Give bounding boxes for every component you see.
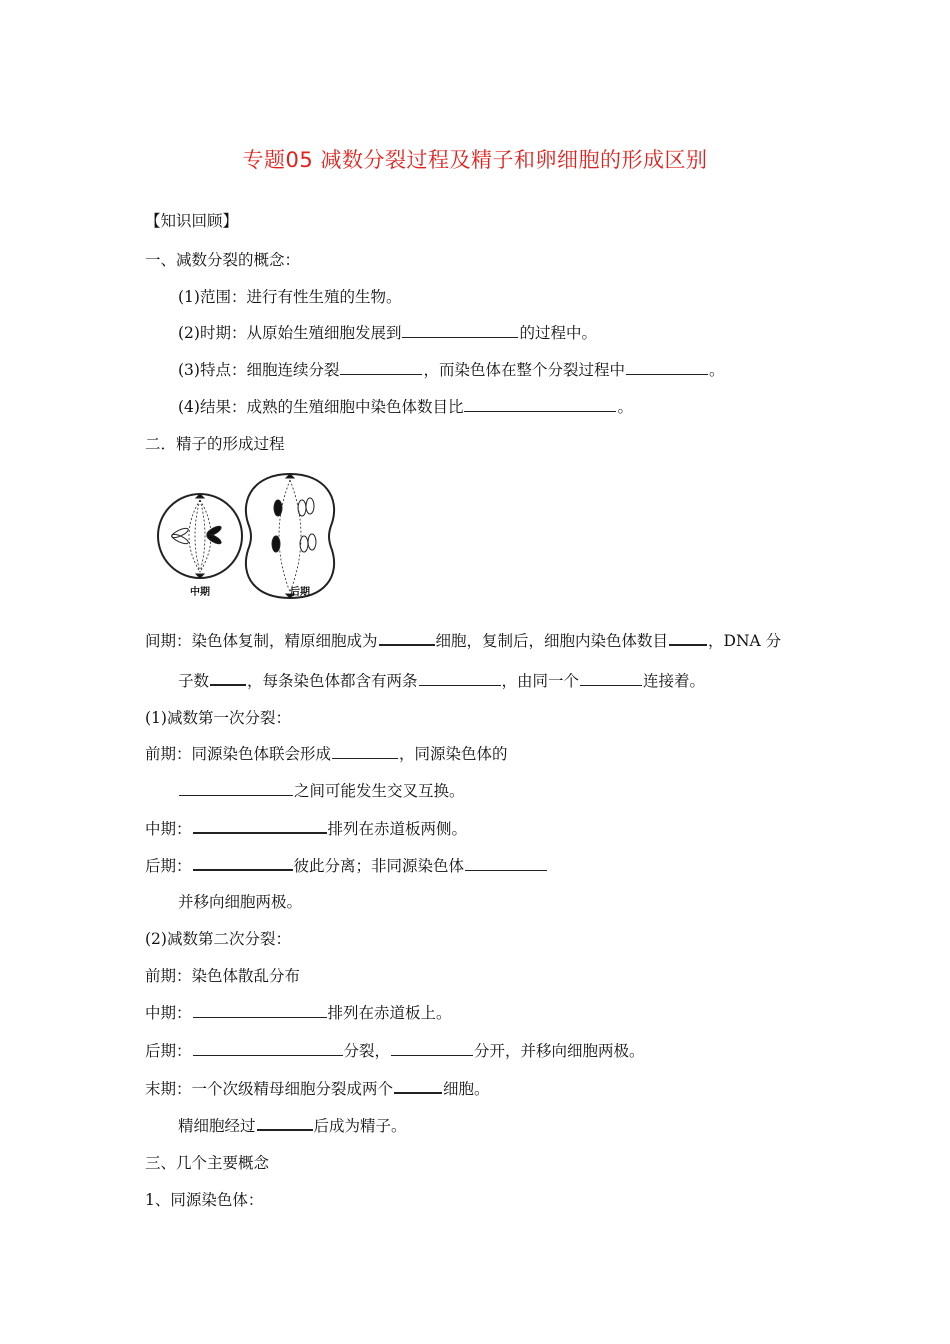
s2-inter2-text-b: ，每条染色体都含有两条: [247, 672, 418, 690]
meiosis2-heading: (2)减数第二次分裂：: [145, 930, 291, 948]
answer-blank[interactable]: [332, 744, 398, 759]
answer-blank[interactable]: [464, 397, 616, 412]
page-title: 专题05 减数分裂过程及精子和卵细胞的形成区别: [242, 148, 708, 172]
answer-blank[interactable]: [257, 1115, 313, 1131]
m1-pro-text-a: 前期：同源染色体联会形成: [145, 745, 332, 763]
answer-blank[interactable]: [193, 1041, 343, 1056]
m1-ana-text-b: 彼此分离；非同源染色体: [293, 857, 465, 875]
section1-heading: 一、减数分裂的概念：: [145, 251, 301, 269]
answer-blank[interactable]: [402, 323, 518, 338]
section3-heading: 三、几个主要概念: [145, 1154, 270, 1172]
m1-prophase: [145, 744, 508, 764]
s2-inter2-text-c: ，由同一个: [501, 672, 580, 690]
m2-telo-text-a: 末期：一个次级精母细胞分裂成两个: [145, 1080, 394, 1098]
answer-blank[interactable]: [379, 630, 435, 646]
m1-meta-text-b: 排列在赤道板两侧。: [327, 820, 468, 838]
m2-ana-text-a: 后期：: [145, 1042, 192, 1060]
s2-interphase-cont: [178, 670, 705, 691]
m2-metaphase: [145, 1003, 452, 1023]
section2-heading: 二．精子的形成过程: [145, 435, 285, 453]
figure-label-anaphase: 后期: [290, 587, 310, 598]
s2-inter2-text-d: 连接着。: [643, 672, 706, 690]
answer-blank[interactable]: [669, 630, 707, 646]
s1-time-text-a: (2)时期：从原始生殖细胞发展到: [178, 324, 402, 342]
answer-blank[interactable]: [340, 360, 422, 375]
answer-blank[interactable]: [419, 671, 501, 686]
answer-blank[interactable]: [210, 670, 246, 686]
answer-blank[interactable]: [193, 855, 293, 871]
meiosis1-heading: (1)减数第一次分裂：: [145, 709, 291, 727]
s2-inter-text-c: ，DNA 分: [708, 632, 782, 650]
m1-pro2-text: 之间可能发生交叉互换。: [294, 782, 465, 800]
meiosis-figure: [150, 468, 350, 603]
s1-result: [178, 397, 633, 417]
m2-ana-text-c: 分开，并移向细胞两极。: [474, 1042, 645, 1060]
s1-time: [178, 323, 597, 343]
metaphase-cell: [158, 494, 242, 578]
anaphase-cell: [246, 474, 334, 598]
section-review-label: 【知识回顾】: [145, 212, 239, 230]
m2-ana-text-b: 分裂，: [343, 1042, 391, 1060]
s2-inter2-text-a: 子数: [178, 672, 210, 690]
s1-result-text-b: 。: [617, 398, 633, 416]
s1-time-text-b: 的过程中。: [519, 324, 597, 342]
answer-blank[interactable]: [465, 856, 547, 871]
m2-meta-text-a: 中期：: [145, 1004, 192, 1022]
m2-telo-text-b: 细胞。: [443, 1080, 490, 1098]
answer-blank[interactable]: [193, 818, 327, 834]
m1-metaphase: [145, 818, 467, 839]
m2-prophase: 前期：染色体散乱分布: [145, 967, 301, 985]
s1-result-text-a: (4)结果：成熟的生殖细胞中染色体数目比: [178, 398, 464, 416]
s2-inter-text-b: 细胞，复制后，细胞内染色体数目: [435, 632, 669, 650]
s3-item1: 1、同源染色体：: [145, 1191, 264, 1209]
s1-feature-text-a: (3)特点：细胞连续分裂: [178, 361, 340, 379]
m2-anaphase: [145, 1041, 645, 1061]
m1-meta-text-a: 中期：: [145, 820, 192, 838]
m1-anaphase-cont: 并移向细胞两极。: [178, 893, 303, 911]
sperm-text-a: 精细胞经过: [178, 1117, 256, 1135]
sperm-text-b: 后成为精子。: [313, 1117, 407, 1135]
m1-prophase-cont: [178, 781, 465, 801]
s1-feature-text-c: 。: [708, 361, 725, 379]
answer-blank[interactable]: [580, 671, 642, 686]
sperm-formation: [178, 1115, 407, 1136]
m2-telophase: [145, 1078, 490, 1099]
s1-range: (1)范围：进行有性生殖的生物。: [178, 288, 402, 306]
figure-label-metaphase: 中期: [190, 587, 210, 598]
m1-pro-text-b: ，同源染色体的: [399, 745, 508, 763]
answer-blank[interactable]: [391, 1041, 473, 1056]
s2-interphase: [145, 630, 781, 651]
answer-blank[interactable]: [193, 1003, 327, 1018]
s2-inter-text-a: 间期：染色体复制，精原细胞成为: [145, 632, 378, 650]
m2-meta-text-b: 排列在赤道板上。: [327, 1004, 452, 1022]
m1-anaphase: [145, 855, 548, 876]
m1-ana-text-a: 后期：: [145, 857, 192, 875]
s1-feature-text-b: ，而染色体在整个分裂过程中: [423, 361, 625, 379]
s1-feature: [178, 360, 725, 380]
answer-blank[interactable]: [394, 1078, 442, 1094]
answer-blank[interactable]: [626, 360, 708, 375]
answer-blank[interactable]: [179, 781, 293, 796]
